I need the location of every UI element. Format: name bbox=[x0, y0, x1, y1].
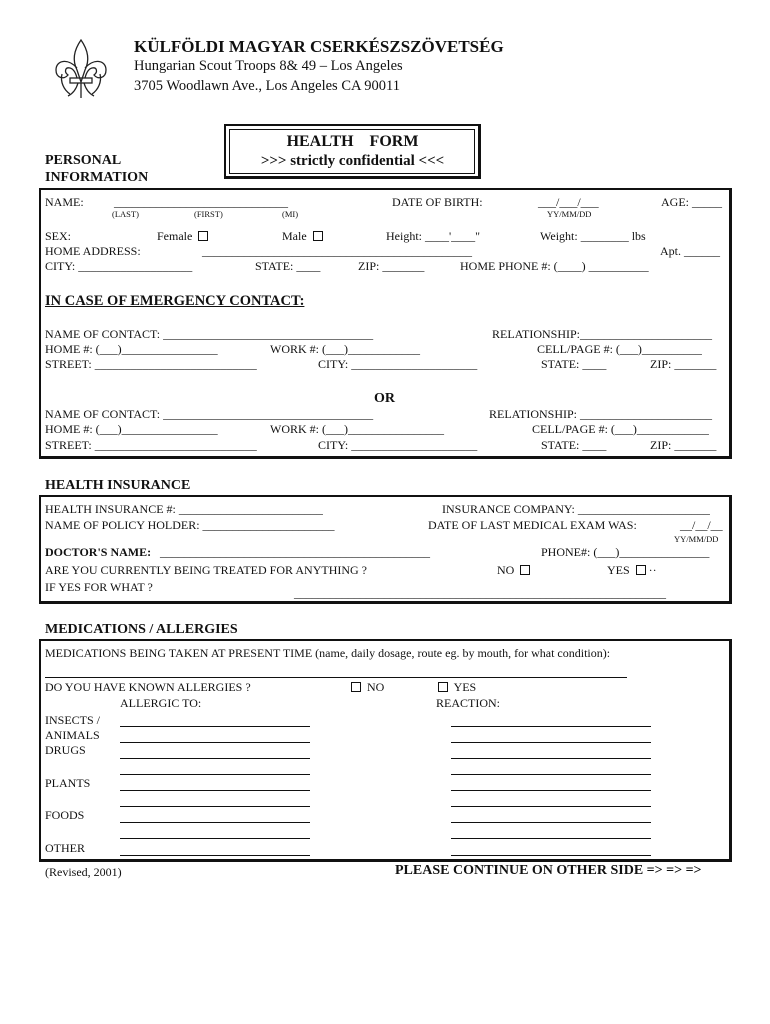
allergies-no-checkbox[interactable] bbox=[351, 682, 361, 692]
form-subtitle: >>> strictly confidential <<< bbox=[260, 153, 445, 169]
last-exam-field[interactable]: __/__/__ bbox=[680, 518, 723, 532]
fleur-de-lis-logo bbox=[50, 38, 112, 102]
insurance-number-field[interactable]: HEALTH INSURANCE #: ________________________ bbox=[45, 502, 323, 516]
cell-page-1-field[interactable]: CELL/PAGE #: (___)__________ bbox=[537, 342, 702, 356]
allergic-to-line[interactable] bbox=[120, 726, 310, 727]
last-label: (LAST) bbox=[112, 209, 139, 219]
animals-label: ANIMALS bbox=[45, 728, 100, 742]
personal-heading-2: INFORMATION bbox=[45, 170, 149, 185]
medications-field[interactable] bbox=[45, 677, 627, 678]
allergies-no-option[interactable] bbox=[348, 680, 384, 695]
personal-heading: PERSONAL bbox=[45, 153, 122, 168]
state-1-field[interactable]: STATE: ____ bbox=[541, 357, 607, 371]
medications-section bbox=[39, 639, 732, 862]
reaction-line[interactable] bbox=[451, 758, 651, 759]
reaction-line[interactable] bbox=[451, 806, 651, 807]
zip-1-field[interactable]: ZIP: _______ bbox=[650, 357, 717, 371]
reaction-line[interactable] bbox=[451, 855, 651, 856]
reaction-line[interactable] bbox=[451, 838, 651, 839]
emergency-heading: IN CASE OF EMERGENCY CONTACT: bbox=[45, 293, 305, 309]
form-title: HEALTH FORM bbox=[286, 133, 419, 150]
drugs-label: DRUGS bbox=[45, 743, 86, 757]
last-exam-label: DATE OF LAST MEDICAL EXAM WAS: bbox=[428, 518, 637, 532]
city-2-field[interactable]: CITY: _____________________ bbox=[318, 438, 478, 452]
contact-name-field[interactable]: NAME OF CONTACT: ___________________________________ bbox=[45, 327, 374, 341]
reaction-line[interactable] bbox=[451, 774, 651, 775]
treated-yes-label: YES bbox=[607, 563, 630, 577]
reaction-line[interactable] bbox=[451, 726, 651, 727]
treated-no-option[interactable] bbox=[497, 563, 533, 578]
street-1-field[interactable]: STREET: ___________________________ bbox=[45, 357, 257, 371]
work-phone-2-field[interactable]: WORK #: (___)________________ bbox=[270, 422, 444, 436]
reaction-line[interactable] bbox=[451, 822, 651, 823]
revised-note: (Revised, 2001) bbox=[45, 865, 122, 879]
medications-heading: MEDICATIONS / ALLERGIES bbox=[45, 622, 238, 637]
allergies-no-label: NO bbox=[367, 680, 385, 694]
allergies-yes-checkbox[interactable] bbox=[438, 682, 448, 692]
zip-field[interactable]: ZIP: _______ bbox=[358, 259, 425, 273]
policy-holder-field[interactable]: NAME OF POLICY HOLDER: ______________________ bbox=[45, 518, 335, 532]
cell-page-2-field[interactable]: CELL/PAGE #: (___)____________ bbox=[532, 422, 709, 436]
treated-no-label: NO bbox=[497, 563, 515, 577]
male-option[interactable] bbox=[282, 229, 326, 244]
treated-yes-checkbox[interactable] bbox=[636, 565, 646, 575]
insurance-company-field[interactable]: INSURANCE COMPANY: ______________________ bbox=[442, 502, 710, 516]
allergies-yes-label: YES bbox=[453, 680, 477, 694]
insects-label: INSECTS / bbox=[45, 713, 101, 727]
plants-label: PLANTS bbox=[45, 776, 91, 790]
state-field[interactable]: STATE: ____ bbox=[255, 259, 321, 273]
medications-prompt: MEDICATIONS BEING TAKEN AT PRESENT TIME (name, daily dosage, route eg. by mouth, for what condition): bbox=[45, 646, 611, 660]
treated-question: ARE YOU CURRENTLY BEING TREATED FOR ANYTHING ? bbox=[45, 563, 368, 577]
doctor-name-field[interactable]: _____________________________________________ bbox=[160, 545, 430, 559]
contact-name-2-field[interactable]: NAME OF CONTACT: ___________________________________ bbox=[45, 407, 374, 421]
allergic-to-line[interactable] bbox=[120, 742, 310, 743]
if-yes-label: IF YES FOR WHAT ? bbox=[45, 580, 153, 594]
weight-field[interactable]: Weight: ________ lbs bbox=[540, 229, 646, 243]
insurance-heading: HEALTH INSURANCE bbox=[45, 478, 191, 493]
allergic-to-line[interactable] bbox=[120, 855, 310, 856]
relationship-2-field[interactable]: RELATIONSHIP: ______________________ bbox=[489, 407, 713, 421]
state-2-field[interactable]: STATE: ____ bbox=[541, 438, 607, 452]
mi-label: (MI) bbox=[282, 209, 299, 219]
allergic-to-label: ALLERGIC TO: bbox=[120, 696, 202, 710]
female-label: Female bbox=[157, 229, 193, 243]
or-divider: OR bbox=[374, 391, 395, 406]
dob-format: YY/MM/DD bbox=[547, 209, 592, 219]
reaction-line[interactable] bbox=[451, 790, 651, 791]
dob-label: DATE OF BIRTH: bbox=[392, 195, 483, 209]
sex-label: SEX: bbox=[45, 229, 72, 243]
name-label: NAME: bbox=[45, 195, 84, 209]
troop-line: Hungarian Scout Troops 8& 49 – Los Angeles bbox=[134, 58, 403, 74]
female-option[interactable] bbox=[157, 229, 211, 244]
home-address-label: HOME ADDRESS: bbox=[45, 244, 141, 258]
organization-name: KÜLFÖLDI MAGYAR CSERKÉSZSZÖVETSÉG bbox=[134, 37, 504, 56]
doctor-phone-field[interactable]: PHONE#: (___)_______________ bbox=[541, 545, 710, 559]
other-label: OTHER bbox=[45, 841, 85, 855]
work-phone-1-field[interactable]: WORK #: (___)____________ bbox=[270, 342, 420, 356]
age-field[interactable]: AGE: _____ bbox=[661, 195, 722, 209]
home-phone-field[interactable]: HOME PHONE #: (____) __________ bbox=[460, 259, 649, 273]
male-label: Male bbox=[282, 229, 307, 243]
male-checkbox[interactable] bbox=[313, 231, 323, 241]
dob-field[interactable]: ___/___/___ bbox=[538, 195, 599, 209]
doctor-name-label: DOCTOR'S NAME: bbox=[45, 545, 152, 559]
home-phone-1-field[interactable]: HOME #: (___)________________ bbox=[45, 342, 218, 356]
home-address-field[interactable]: _____________________________________________ bbox=[202, 244, 472, 258]
allergic-to-line[interactable] bbox=[120, 774, 310, 775]
allergic-to-line[interactable] bbox=[120, 790, 310, 791]
city-field[interactable]: CITY: ___________________ bbox=[45, 259, 193, 273]
treated-yes-option[interactable]: YES ·· bbox=[607, 563, 657, 577]
allergic-to-line[interactable] bbox=[120, 822, 310, 823]
relationship-field[interactable]: RELATIONSHIP:______________________ bbox=[492, 327, 713, 341]
reaction-line[interactable] bbox=[451, 742, 651, 743]
foods-label: FOODS bbox=[45, 808, 85, 822]
name-field[interactable]: _____________________________ bbox=[114, 195, 288, 209]
first-label: (FIRST) bbox=[194, 209, 223, 219]
height-field[interactable]: Height: ____'____" bbox=[386, 229, 481, 243]
apt-field[interactable]: Apt. ______ bbox=[660, 244, 720, 258]
allergic-to-line[interactable] bbox=[120, 838, 310, 839]
reaction-label: REACTION: bbox=[436, 696, 500, 710]
address-line: 3705 Woodlawn Ave., Los Angeles CA 90011 bbox=[134, 78, 400, 94]
treated-no-checkbox[interactable] bbox=[520, 565, 530, 575]
known-allergies-question: DO YOU HAVE KNOWN ALLERGIES ? bbox=[45, 680, 251, 694]
city-1-field[interactable]: CITY: _____________________ bbox=[318, 357, 478, 371]
allergic-to-line[interactable] bbox=[120, 758, 310, 759]
allergies-yes-option[interactable] bbox=[435, 680, 476, 695]
allergic-to-line[interactable] bbox=[120, 806, 310, 807]
street-2-field[interactable]: STREET: ___________________________ bbox=[45, 438, 257, 452]
continue-note: PLEASE CONTINUE ON OTHER SIDE => => => bbox=[395, 863, 702, 878]
exam-date-format: YY/MM/DD bbox=[674, 534, 719, 544]
zip-2-field[interactable]: ZIP: _______ bbox=[650, 438, 717, 452]
home-phone-2-field[interactable]: HOME #: (___)________________ bbox=[45, 422, 218, 436]
female-checkbox[interactable] bbox=[198, 231, 208, 241]
if-yes-field[interactable]: ______________________________________________________________ bbox=[294, 586, 666, 600]
